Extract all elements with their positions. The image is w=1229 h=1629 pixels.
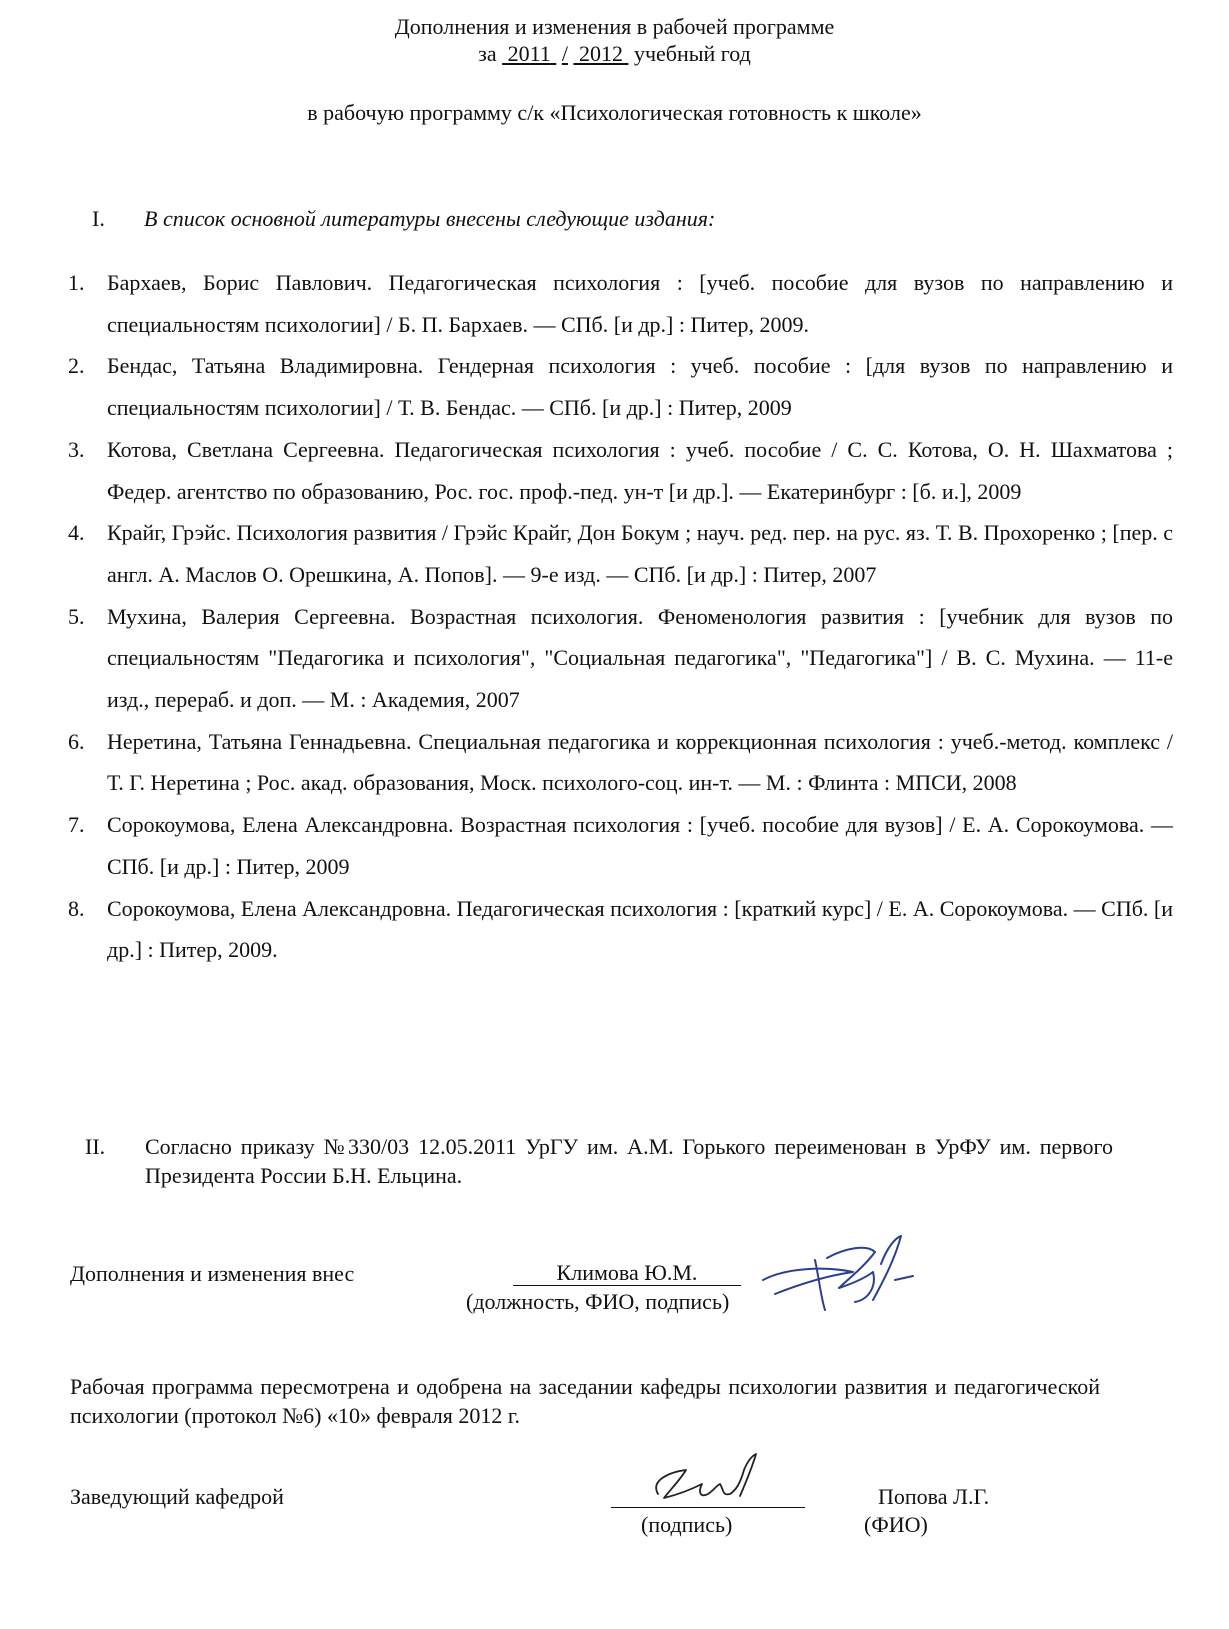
reference-item — [0, 721, 1173, 804]
changes-author-name: Климова Ю.М. — [513, 1261, 741, 1286]
reference-number: 2. — [68, 353, 85, 379]
head-signature — [640, 1450, 770, 1510]
approval-text: Рабочая программа пересмотрена и одобрена на заседании кафедры психологии развития и педагогической психологии (протокол №6) «10» февраля 2012 г. — [70, 1374, 1100, 1428]
reference-text: Мухина, Валерия Сергеевна. Возрастная психология. Феноменология развития : [учебник для вузов по специальностям "Педагогика и психология", "Социальная педагогика", "Педагогика"] / В. С. Мухина. — 11-е изд., перераб. и доп. — М. : Академия, 2007 — [107, 603, 1173, 713]
reference-text: Бархаев, Борис Павлович. Педагогическая психология : [учеб. пособие для вузов по направлению и специальностям психологии] / Б. П. Бархаев. — СПб. [и др.] : Питер, 2009. — [107, 270, 1173, 337]
signature-caption: (подпись) — [641, 1512, 733, 1537]
reference-number: 8. — [68, 895, 85, 921]
year-slash: / — [561, 41, 568, 66]
head-of-department-label: Заведующий кафедрой — [70, 1484, 284, 1509]
academic-year-line — [0, 41, 1229, 67]
reference-number: 5. — [68, 603, 85, 629]
signature-line — [611, 1507, 805, 1508]
reference-number: 1. — [68, 270, 85, 295]
section-1-heading — [92, 206, 715, 232]
reference-text: Бендас, Татьяна Владимировна. Гендерная психология : учеб. пособие : [для вузов по направлению и специальностям психологии] / Т. В. Бендас. — СПб. [и др.] : Питер, 2009 — [107, 353, 1173, 421]
reference-item — [0, 345, 1173, 428]
reference-item — [0, 596, 1173, 721]
reference-text: Сорокоумова, Елена Александровна. Возрастная психология : [учеб. пособие для вузов] / Е. А. Сорокоумова. — СПб. [и др.] : Питер, 2009 — [107, 812, 1173, 879]
section-2-text: Согласно приказу №330/03 12.05.2011 УрГУ им. А.М. Горького переименован в УрФУ им. первого Президента России Б.Н. Ельцина. — [145, 1134, 1113, 1188]
reference-item — [0, 804, 1173, 887]
reference-item — [0, 262, 1173, 345]
changes-author-label: Дополнения и изменения внес — [70, 1261, 355, 1286]
section-2 — [85, 1132, 1113, 1190]
reference-item — [0, 429, 1173, 512]
year-from: 2011 — [507, 41, 551, 66]
reference-number: 6. — [68, 728, 85, 754]
author-signature — [755, 1228, 920, 1318]
year-prefix: за — [478, 41, 497, 66]
changes-author-caption: (должность, ФИО, подпись) — [466, 1289, 730, 1314]
reference-list — [0, 262, 1229, 971]
reference-text: Сорокоумова, Елена Александровна. Педагогическая психология : [краткий курс] / Е. А. Сорокоумова. — СПб. [и др.] : Питер, 2009. — [107, 895, 1173, 963]
reference-number: 4. — [68, 520, 85, 546]
head-of-department-name: Попова Л.Г. — [878, 1484, 990, 1509]
reference-text: Котова, Светлана Сергеевна. Педагогическая психология : учеб. пособие / С. С. Котова, О. Н. Шахматова ; Федер. агентство по образованию, Рос. гос. проф.-пед. ун-т [и др.]. — Екатеринбург : [б. и.], 2009 — [107, 436, 1173, 504]
reference-text: Крайг, Грэйс. Психология развития / Грэйс Крайг, Дон Бокум ; науч. ред. пер. на рус. яз. Т. В. Прохоренко ; [пер. с англ. А. Маслов О. Орешкина, А. Попов]. — 9-е изд. — СПб. [и др.] : Питер, 2007 — [107, 520, 1173, 587]
section-2-number: II. — [85, 1134, 106, 1159]
reference-number: 3. — [68, 436, 85, 462]
document-title: Дополнения и изменения в рабочей программе — [394, 14, 835, 39]
name-caption: (ФИО) — [864, 1512, 928, 1537]
reference-text: Неретина, Татьяна Геннадьевна. Специальная педагогика и коррекционная психология : учеб.-метод. комплекс / Т. Г. Неретина ; Рос. акад. образования, Моск. психолого-соц. ин-т. — М. : Флинта : МПСИ, 2008 — [107, 728, 1173, 796]
program-subtitle: в рабочую программу с/к «Психологическая готовность к школе» — [307, 100, 922, 125]
reference-item — [0, 888, 1173, 971]
section-1-number: I. — [92, 206, 105, 231]
reference-number: 7. — [68, 812, 85, 838]
year-suffix: учебный год — [633, 41, 751, 66]
year-to: 2012 — [578, 41, 623, 66]
section-1-title: В список основной литературы внесены следующие издания: — [144, 206, 716, 231]
reference-item — [0, 512, 1173, 595]
